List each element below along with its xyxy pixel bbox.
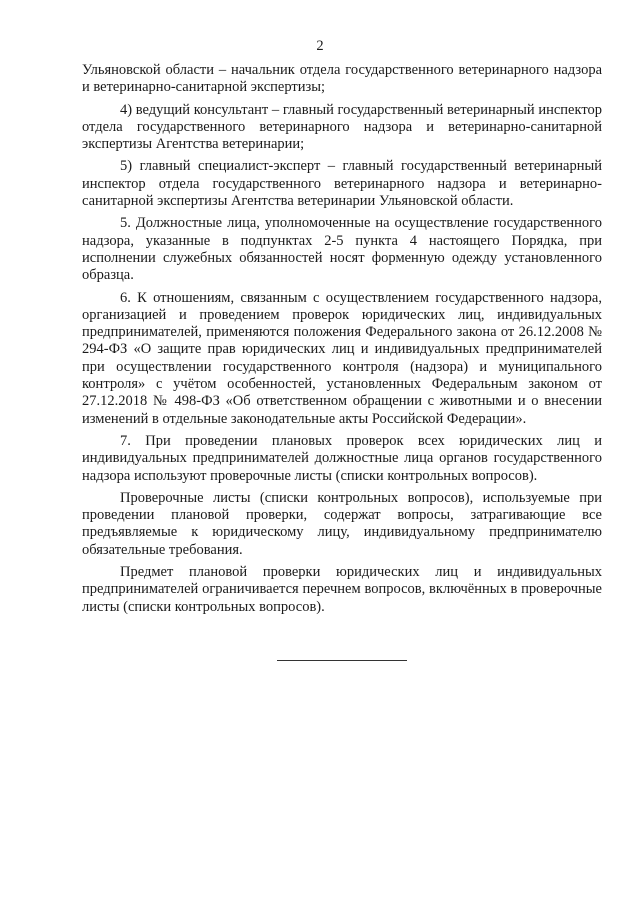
paragraph-item-4: 4) ведущий консультант – главный государственный ветеринарный инспектор отдела государственного ветеринарного надзора и ветеринарно-санитарной экспертизы Агентства ветеринарии; <box>82 101 602 153</box>
paragraph-item-5: 5) главный специалист-эксперт – главный государственный ветеринарный инспектор отдела государственного ветеринарного надзора и ветеринарно-санитарной экспертизы Агентства ветеринарии Ульяновской области. <box>82 158 602 210</box>
paragraph-checklists: Проверочные листы (списки контрольных вопросов), используемые при проведении плановой проверки, содержат вопросы, затрагивающие все предъявляемые к юридическому лицу, индивидуальному предпринимателю обязательные требования. <box>82 489 602 558</box>
paragraph-clause-7: 7. При проведении плановых проверок всех юридических лиц и индивидуальных предпринимателей должностные лица органов государственного надзора используют проверочные листы (списки контрольных вопросов). <box>82 432 602 484</box>
paragraph-continuation: Ульяновской области – начальник отдела государственного ветеринарного надзора и ветеринарно-санитарной экспертизы; <box>82 62 602 96</box>
document-body <box>82 62 602 621</box>
page-number: 2 <box>316 38 324 54</box>
end-rule <box>277 660 407 661</box>
paragraph-inspection-subject: Предмет плановой проверки юридических лиц и индивидуальных предпринимателей ограничивается перечнем вопросов, включённых в проверочные листы (списки контрольных вопросов). <box>82 564 602 615</box>
paragraph-clause-6: 6. К отношениям, связанным с осуществлением государственного надзора, организацией и проведением проверок юридических лиц, индивидуальных предпринимателей, применяются положения Федерального закона от 26.12.2008 № 294-ФЗ «О защите прав юридических лиц и индивидуальных предпринимателей при осуществлении государственного контроля (надзора) и муниципального контроля» с учётом особенностей, установленных Федеральным законом от 27.12.2018 № 498-ФЗ «Об ответственном обращении с животными и о внесении изменений в отдельные законодательные акты Российской Федерации». <box>82 289 602 427</box>
paragraph-clause-5: 5. Должностные лица, уполномоченные на осуществление государственного надзора, указанные в подпунктах 2-5 пункта 4 настоящего Порядка, при исполнении служебных обязанностей носят форменную одежду установленного образца. <box>82 215 602 284</box>
